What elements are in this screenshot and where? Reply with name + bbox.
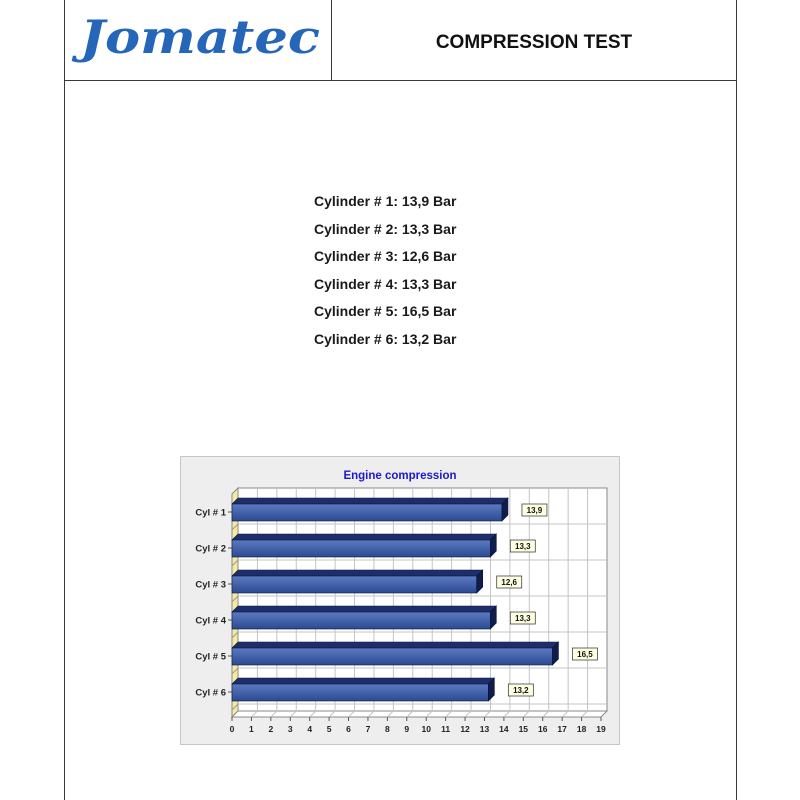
x-tick-label: 19 xyxy=(596,724,606,734)
plot-back-wall xyxy=(238,488,607,711)
category-label: Cyl # 4 xyxy=(195,615,226,627)
bar xyxy=(232,648,552,665)
value-label: 13,3 xyxy=(515,542,531,551)
x-tick-label: 6 xyxy=(346,724,351,734)
page-border-right xyxy=(736,0,737,800)
category-label: Cyl # 1 xyxy=(195,507,226,519)
x-tick-label: 2 xyxy=(268,724,274,734)
result-cylinder-1: Cylinder # 1: 13,9 Bar xyxy=(314,193,457,209)
result-cylinder-4: Cylinder # 4: 13,3 Bar xyxy=(314,275,457,292)
bar-top-face xyxy=(232,678,494,684)
logo-text: Jomatec xyxy=(70,10,320,64)
chart-title: Engine compression xyxy=(343,470,457,482)
bar-top-face xyxy=(232,570,483,576)
page-title: COMPRESSION TEST xyxy=(435,32,633,53)
value-label: 13,2 xyxy=(513,686,529,695)
page-border-left xyxy=(64,0,65,800)
x-tick-label: 7 xyxy=(365,724,371,734)
bar xyxy=(232,612,490,629)
x-tick-label: 10 xyxy=(421,724,431,734)
x-tick-label: 3 xyxy=(287,724,293,734)
value-label: 13,3 xyxy=(515,614,531,623)
value-label: 12,6 xyxy=(501,578,517,587)
engine-compression-chart xyxy=(180,456,620,745)
x-tick-label: 4 xyxy=(307,724,313,734)
x-tick-label: 16 xyxy=(538,724,548,734)
x-tick-label: 0 xyxy=(229,724,235,734)
jomatec-logo xyxy=(64,0,331,80)
category-label: Cyl # 3 xyxy=(195,579,226,591)
x-tick-label: 17 xyxy=(557,724,567,734)
results-list xyxy=(314,188,534,354)
x-tick-label: 14 xyxy=(499,724,509,734)
bar-top-face xyxy=(232,498,508,504)
result-cylinder-2: Cylinder # 2: 13,3 Bar xyxy=(314,220,457,237)
bar xyxy=(232,540,490,557)
value-label: 16,5 xyxy=(577,650,593,659)
x-tick-label: 8 xyxy=(385,724,390,734)
chart-svg xyxy=(180,456,620,745)
result-cylinder-6: Cylinder # 6: 13,2 Bar xyxy=(314,330,457,347)
result-cylinder-5: Cylinder # 5: 16,5 Bar xyxy=(314,303,457,320)
category-label: Cyl # 5 xyxy=(195,651,226,663)
header-bottom-border xyxy=(64,80,737,81)
bar xyxy=(232,684,488,701)
bar-top-face xyxy=(232,642,558,648)
logo-cell xyxy=(64,0,331,80)
category-label: Cyl # 6 xyxy=(195,687,226,699)
x-tick-label: 5 xyxy=(326,724,332,734)
value-label: 13,9 xyxy=(526,506,543,515)
x-tick-label: 15 xyxy=(518,724,529,734)
x-tick-label: 18 xyxy=(576,724,587,734)
plot-floor xyxy=(232,711,607,717)
x-tick-label: 9 xyxy=(404,724,410,734)
x-tick-label: 13 xyxy=(479,724,490,734)
bar xyxy=(232,504,502,521)
bar-top-face xyxy=(232,606,496,612)
x-tick-label: 11 xyxy=(441,724,451,734)
title-cell xyxy=(332,0,736,80)
category-label: Cyl # 2 xyxy=(195,543,226,555)
bar xyxy=(232,576,477,593)
result-cylinder-3: Cylinder # 3: 12,6 Bar xyxy=(314,248,457,265)
x-tick-label: 12 xyxy=(460,724,470,734)
x-tick-label: 1 xyxy=(249,724,254,734)
bar-top-face xyxy=(232,534,496,540)
